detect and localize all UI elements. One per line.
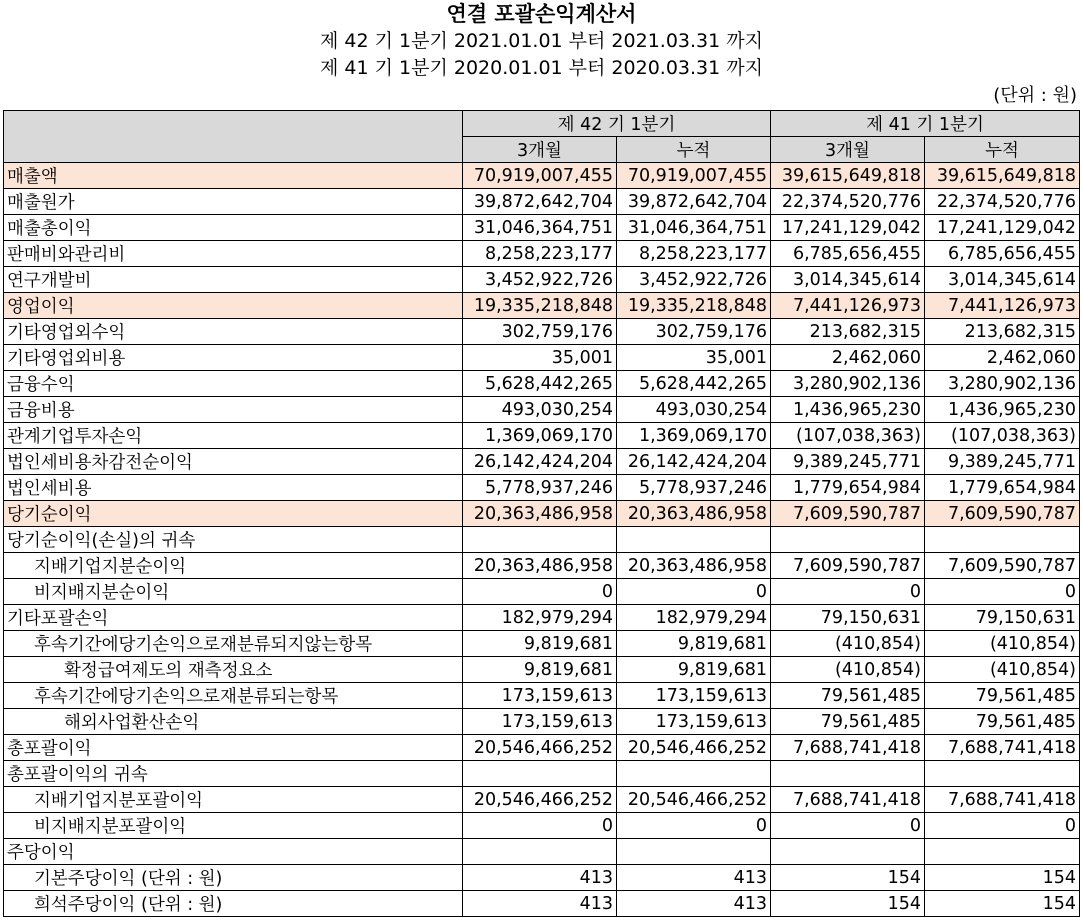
table-row — [4, 579, 1080, 605]
value-cell: 1,436,965,230 — [925, 397, 1080, 423]
value-cell: 39,872,642,704 — [463, 189, 617, 215]
value-cell — [771, 527, 925, 553]
value-cell: 79,150,631 — [925, 605, 1080, 631]
value-cell: 0 — [771, 813, 925, 839]
value-cell: 6,785,656,455 — [925, 241, 1080, 267]
table-row — [4, 215, 1080, 241]
value-cell: 9,819,681 — [463, 631, 617, 657]
value-cell: 70,919,007,455 — [617, 163, 771, 189]
value-cell: 0 — [463, 813, 617, 839]
value-cell: 19,335,218,848 — [617, 293, 771, 319]
value-cell: 39,615,649,818 — [771, 163, 925, 189]
value-cell: 70,919,007,455 — [463, 163, 617, 189]
table-row — [4, 449, 1080, 475]
value-cell: 3,280,902,136 — [925, 371, 1080, 397]
value-cell: 0 — [925, 579, 1080, 605]
value-cell: 302,759,176 — [463, 319, 617, 345]
value-cell — [925, 527, 1080, 553]
value-cell: 7,609,590,787 — [925, 501, 1080, 527]
value-cell: 413 — [463, 891, 617, 917]
value-cell: (410,854) — [771, 631, 925, 657]
income-statement-table — [3, 110, 1080, 917]
table-row — [4, 891, 1080, 917]
value-cell: 182,979,294 — [617, 605, 771, 631]
period-current: 제 42 기 1분기 2021.01.01 부터 2021.03.31 까지 — [320, 30, 763, 52]
unit-label: (단위 : 원) — [993, 85, 1077, 106]
value-cell: 154 — [771, 865, 925, 891]
value-cell — [463, 761, 617, 787]
value-cell: 1,369,069,170 — [617, 423, 771, 449]
value-cell: (107,038,363) — [925, 423, 1080, 449]
row-label: 기타영업외수익 — [4, 319, 463, 345]
row-label: 해외사업환산손익 — [4, 709, 463, 735]
value-cell: 19,335,218,848 — [463, 293, 617, 319]
value-cell: 7,441,126,973 — [925, 293, 1080, 319]
table-row — [4, 735, 1080, 761]
value-cell: 3,280,902,136 — [771, 371, 925, 397]
value-cell: 413 — [617, 891, 771, 917]
table-row — [4, 657, 1080, 683]
row-label: 후속기간에당기손익으로재분류되는항목 — [4, 683, 463, 709]
period-prior: 제 41 기 1분기 2020.01.01 부터 2020.03.31 까지 — [320, 57, 763, 79]
value-cell: 0 — [617, 813, 771, 839]
value-cell: 79,561,485 — [925, 709, 1080, 735]
value-cell: 3,014,345,614 — [771, 267, 925, 293]
table-row — [4, 501, 1080, 527]
value-cell: 3,452,922,726 — [463, 267, 617, 293]
sub-header-cell: 3개월 — [463, 137, 617, 163]
value-cell: 1,779,654,984 — [771, 475, 925, 501]
row-label: 매출원가 — [4, 189, 463, 215]
table-row — [4, 163, 1080, 189]
row-label: 법인세비용차감전순이익 — [4, 449, 463, 475]
value-cell: 26,142,424,204 — [617, 449, 771, 475]
value-cell — [617, 527, 771, 553]
value-cell: 9,389,245,771 — [771, 449, 925, 475]
value-cell: 31,046,364,751 — [617, 215, 771, 241]
value-cell: 5,628,442,265 — [617, 371, 771, 397]
row-label: 당기순이익 — [4, 501, 463, 527]
value-cell: 9,819,681 — [617, 657, 771, 683]
table-row — [4, 683, 1080, 709]
report-header — [0, 0, 1083, 82]
value-cell: 35,001 — [463, 345, 617, 371]
value-cell: 7,609,590,787 — [771, 553, 925, 579]
row-label: 기타포괄손익 — [4, 605, 463, 631]
table-row — [4, 787, 1080, 813]
row-label: 영업이익 — [4, 293, 463, 319]
value-cell: 7,688,741,418 — [771, 735, 925, 761]
value-cell: 154 — [925, 865, 1080, 891]
value-cell: 173,159,613 — [463, 683, 617, 709]
table-row — [4, 397, 1080, 423]
table-row — [4, 631, 1080, 657]
value-cell: 35,001 — [617, 345, 771, 371]
table-row — [4, 189, 1080, 215]
row-label: 확정급여제도의 재측정요소 — [4, 657, 463, 683]
table-row — [4, 527, 1080, 553]
report-title: 연결 포괄손익계산서 — [446, 2, 637, 26]
value-cell: 1,369,069,170 — [463, 423, 617, 449]
value-cell: 413 — [617, 865, 771, 891]
value-cell: 0 — [463, 579, 617, 605]
value-cell: 6,785,656,455 — [771, 241, 925, 267]
row-label: 판매비와관리비 — [4, 241, 463, 267]
row-label: 당기순이익(손실)의 귀속 — [4, 527, 463, 553]
value-cell: 1,436,965,230 — [771, 397, 925, 423]
table-row — [4, 345, 1080, 371]
row-label: 주당이익 — [4, 839, 463, 865]
value-cell: 20,546,466,252 — [617, 735, 771, 761]
table-row — [4, 371, 1080, 397]
value-cell: 213,682,315 — [925, 319, 1080, 345]
table-row — [4, 267, 1080, 293]
value-cell: 39,872,642,704 — [617, 189, 771, 215]
value-cell: 493,030,254 — [463, 397, 617, 423]
value-cell — [463, 839, 617, 865]
table-row — [4, 293, 1080, 319]
value-cell: 1,779,654,984 — [925, 475, 1080, 501]
value-cell: 9,819,681 — [463, 657, 617, 683]
value-cell: 7,688,741,418 — [925, 787, 1080, 813]
row-label: 기본주당이익 (단위 : 원) — [4, 865, 463, 891]
value-cell: 8,258,223,177 — [463, 241, 617, 267]
value-cell: 173,159,613 — [463, 709, 617, 735]
table-row — [4, 839, 1080, 865]
row-label: 연구개발비 — [4, 267, 463, 293]
value-cell: 79,150,631 — [771, 605, 925, 631]
row-label: 기타영업외비용 — [4, 345, 463, 371]
value-cell: 154 — [771, 891, 925, 917]
value-cell: 173,159,613 — [617, 709, 771, 735]
sub-header-cell: 누적 — [925, 137, 1080, 163]
row-label: 총포괄이익 — [4, 735, 463, 761]
table-row — [4, 605, 1080, 631]
value-cell: 5,778,937,246 — [463, 475, 617, 501]
row-label: 비지배지분순이익 — [4, 579, 463, 605]
value-cell: 79,561,485 — [771, 709, 925, 735]
value-cell: 20,363,486,958 — [617, 553, 771, 579]
row-label: 후속기간에당기손익으로재분류되지않는항목 — [4, 631, 463, 657]
row-label: 지배기업지분포괄이익 — [4, 787, 463, 813]
value-cell: 0 — [771, 579, 925, 605]
value-cell: 17,241,129,042 — [925, 215, 1080, 241]
value-cell: 22,374,520,776 — [925, 189, 1080, 215]
value-cell: (410,854) — [771, 657, 925, 683]
value-cell: 20,363,486,958 — [463, 553, 617, 579]
value-cell: 20,546,466,252 — [463, 735, 617, 761]
value-cell: (410,854) — [925, 657, 1080, 683]
row-label: 금융수익 — [4, 371, 463, 397]
group-header-current: 제 42 기 1분기 — [463, 111, 771, 137]
value-cell — [771, 839, 925, 865]
value-cell: 2,462,060 — [925, 345, 1080, 371]
table-row — [4, 761, 1080, 787]
value-cell: 7,609,590,787 — [771, 501, 925, 527]
table-row — [4, 475, 1080, 501]
value-cell: 0 — [617, 579, 771, 605]
value-cell: 20,546,466,252 — [617, 787, 771, 813]
value-cell — [463, 527, 617, 553]
value-cell: (410,854) — [925, 631, 1080, 657]
value-cell: 9,819,681 — [617, 631, 771, 657]
value-cell: 413 — [463, 865, 617, 891]
value-cell: 173,159,613 — [617, 683, 771, 709]
value-cell: (107,038,363) — [771, 423, 925, 449]
value-cell: 7,609,590,787 — [925, 553, 1080, 579]
value-cell: 5,778,937,246 — [617, 475, 771, 501]
value-cell: 79,561,485 — [771, 683, 925, 709]
table-row — [4, 865, 1080, 891]
sub-header-cell: 누적 — [617, 137, 771, 163]
value-cell — [617, 839, 771, 865]
value-cell: 79,561,485 — [925, 683, 1080, 709]
row-label: 관계기업투자손익 — [4, 423, 463, 449]
value-cell: 0 — [925, 813, 1080, 839]
value-cell: 302,759,176 — [617, 319, 771, 345]
group-header-prior: 제 41 기 1분기 — [771, 111, 1080, 137]
value-cell: 3,452,922,726 — [617, 267, 771, 293]
row-label: 법인세비용 — [4, 475, 463, 501]
table-row — [4, 553, 1080, 579]
value-cell: 182,979,294 — [463, 605, 617, 631]
table-row — [4, 423, 1080, 449]
value-cell: 7,441,126,973 — [771, 293, 925, 319]
table-row — [4, 319, 1080, 345]
value-cell: 22,374,520,776 — [771, 189, 925, 215]
row-label: 비지배지분포괄이익 — [4, 813, 463, 839]
value-cell: 8,258,223,177 — [617, 241, 771, 267]
group-header-row — [4, 111, 1080, 137]
value-cell: 7,688,741,418 — [771, 787, 925, 813]
value-cell: 20,546,466,252 — [463, 787, 617, 813]
table-row — [4, 709, 1080, 735]
row-label: 희석주당이익 (단위 : 원) — [4, 891, 463, 917]
value-cell: 7,688,741,418 — [925, 735, 1080, 761]
value-cell: 154 — [925, 891, 1080, 917]
table-body — [4, 163, 1080, 917]
value-cell: 17,241,129,042 — [771, 215, 925, 241]
value-cell: 31,046,364,751 — [463, 215, 617, 241]
value-cell: 213,682,315 — [771, 319, 925, 345]
row-label: 총포괄이익의 귀속 — [4, 761, 463, 787]
value-cell — [925, 839, 1080, 865]
value-cell: 20,363,486,958 — [617, 501, 771, 527]
value-cell — [771, 761, 925, 787]
row-label: 금융비용 — [4, 397, 463, 423]
value-cell: 2,462,060 — [771, 345, 925, 371]
value-cell: 20,363,486,958 — [463, 501, 617, 527]
value-cell: 26,142,424,204 — [463, 449, 617, 475]
value-cell — [617, 761, 771, 787]
table-row — [4, 241, 1080, 267]
value-cell: 493,030,254 — [617, 397, 771, 423]
sub-header-cell: 3개월 — [771, 137, 925, 163]
row-label: 지배기업지분순이익 — [4, 553, 463, 579]
value-cell: 39,615,649,818 — [925, 163, 1080, 189]
value-cell: 3,014,345,614 — [925, 267, 1080, 293]
label-header-cell — [4, 111, 463, 163]
value-cell: 9,389,245,771 — [925, 449, 1080, 475]
value-cell: 5,628,442,265 — [463, 371, 617, 397]
row-label: 매출총이익 — [4, 215, 463, 241]
value-cell — [925, 761, 1080, 787]
row-label: 매출액 — [4, 163, 463, 189]
table-row — [4, 813, 1080, 839]
